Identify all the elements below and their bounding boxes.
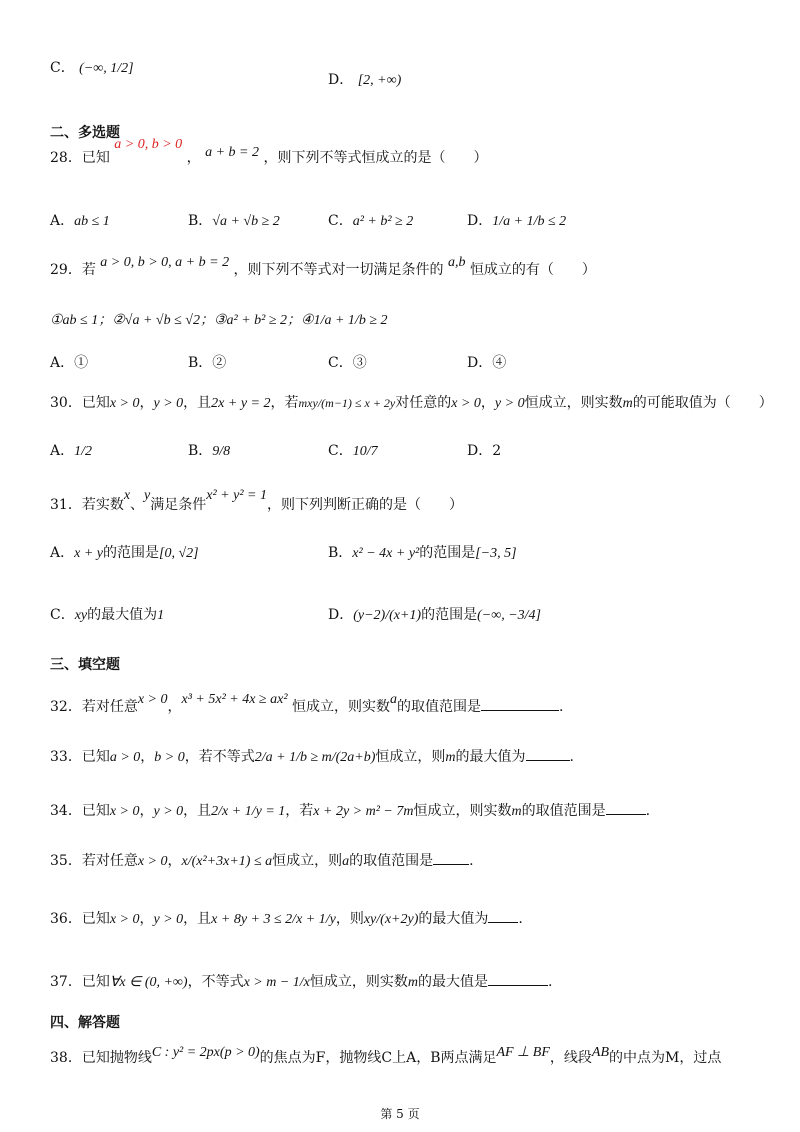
- q31-option-c: C．xy的最大值为1: [50, 607, 165, 623]
- q30-option-a: A．1/2: [50, 443, 93, 459]
- q29-cond: a > 0, b > 0, a + b = 2: [100, 255, 230, 270]
- section-title-multi-choice: 二、多选题: [50, 125, 120, 141]
- q28-option-c: C．a² + b² ≥ 2: [328, 213, 414, 229]
- q27-option-d-math: [2, +∞): [357, 73, 402, 88]
- q31-option-a: A．x + y的范围是[0, √2]: [50, 545, 199, 561]
- q28-stem: 28．已知 a > 0, b > 0 ， a + b = 2 ，则下列不等式恒成立的是（ ）: [50, 137, 488, 166]
- page-number: 第 5 页: [380, 1107, 420, 1121]
- q27-option-c-math: (−∞, 1/2]: [79, 61, 134, 76]
- q34-answer-blank: [606, 802, 646, 815]
- q33-ineq: 2/a + 1/b ≥ m/(2a+b): [254, 750, 376, 765]
- q35-answer-blank: [433, 852, 469, 865]
- q31-cond: x² + y² = 1: [206, 488, 267, 503]
- q34-stem: 34．已知x > 0，y > 0，且2/x + 1/y = 1，若x + 2y > m² − 7m恒成立，则实数m的取值范围是 .: [50, 803, 651, 819]
- q29-stem: 29．若 a > 0, b > 0, a + b = 2 ，则下列不等式对一切满足条件的 a,b 恒成立的有（ ）: [50, 255, 596, 278]
- q38-stem: 38．已知抛物线C : y² = 2px(p > 0)的焦点为F，抛物线C上A，B两点满足AF ⊥ BF，线段AB的中点为M，过点: [50, 1045, 722, 1066]
- q28-option-d: D．1/a + 1/b ≤ 2: [467, 213, 567, 229]
- q33-stem: 33．已知a > 0，b > 0，若不等式2/a + 1/b ≥ m/(2a+b)恒成立，则m的最大值为 .: [50, 749, 574, 765]
- q27-option-c: C． (−∞, 1/2]: [50, 60, 134, 76]
- q29-option-b: B．②: [188, 355, 227, 371]
- q29-option-a: A．①: [50, 355, 89, 371]
- q29-option-d: D．④: [467, 355, 507, 371]
- q30-option-c: C．10/7: [328, 443, 378, 459]
- q30-stem: 30．已知x > 0，y > 0，且2x + y = 2，若mxy/(m−1) ≤ x + 2y对任意的x > 0，y > 0恒成立，则实数m的可能取值为（ ）: [50, 395, 773, 411]
- q27-option-d: D． [2, +∞): [328, 72, 402, 88]
- q35-stem: 35．若对任意x > 0，x/(x²+3x+1) ≤ a恒成立，则a的取值范围是 .: [50, 853, 474, 869]
- q32-answer-blank: [481, 698, 559, 711]
- q28-cond2: a + b = 2: [205, 145, 259, 160]
- section-title-solution: 四、解答题: [50, 1015, 120, 1031]
- q36-stem: 36．已知x > 0，y > 0，且x + 8y + 3 ≤ 2/x + 1/y，则xy/(x+2y)的最大值为 .: [50, 911, 523, 927]
- q36-answer-blank: [488, 910, 518, 923]
- q29-vars: a,b: [447, 255, 466, 270]
- q30-option-b: B．9/8: [188, 443, 231, 459]
- q32-stem: 32．若对任意x > 0，x³ + 5x² + 4x ≥ ax² 恒成立，则实数a的取值范围是 .: [50, 692, 564, 715]
- q28-option-b: B．√a + √b ≥ 2: [188, 213, 280, 229]
- q37-answer-blank: [488, 973, 548, 986]
- q33-answer-blank: [526, 748, 570, 761]
- q30-ineq: mxy/(m−1) ≤ x + 2y: [298, 396, 396, 410]
- q29-option-c: C．③: [328, 355, 367, 371]
- q31-option-b: B．x² − 4x + y²的范围是[−3, 5]: [328, 545, 517, 561]
- q31-stem: 31．若实数x、y满足条件x² + y² = 1，则下列判断正确的是（ ）: [50, 488, 463, 513]
- q28-cond1: a > 0, b > 0: [114, 137, 183, 152]
- q30-option-d: D．2: [467, 443, 502, 459]
- q31-option-d: D．(y−2)/(x+1)的范围是(−∞, −3/4]: [328, 607, 541, 623]
- section-title-fill-in: 三、填空题: [50, 657, 120, 673]
- q37-stem: 37．已知∀x ∈ (0, +∞)，不等式x > m − 1/x恒成立，则实数m的最大值是 .: [50, 974, 553, 990]
- q28-option-a: A．ab ≤ 1: [50, 213, 110, 229]
- q29-items: ①ab ≤ 1；②√a + √b ≤ √2；③a² + b² ≥ 2；④1/a + 1/b ≥ 2: [50, 313, 388, 328]
